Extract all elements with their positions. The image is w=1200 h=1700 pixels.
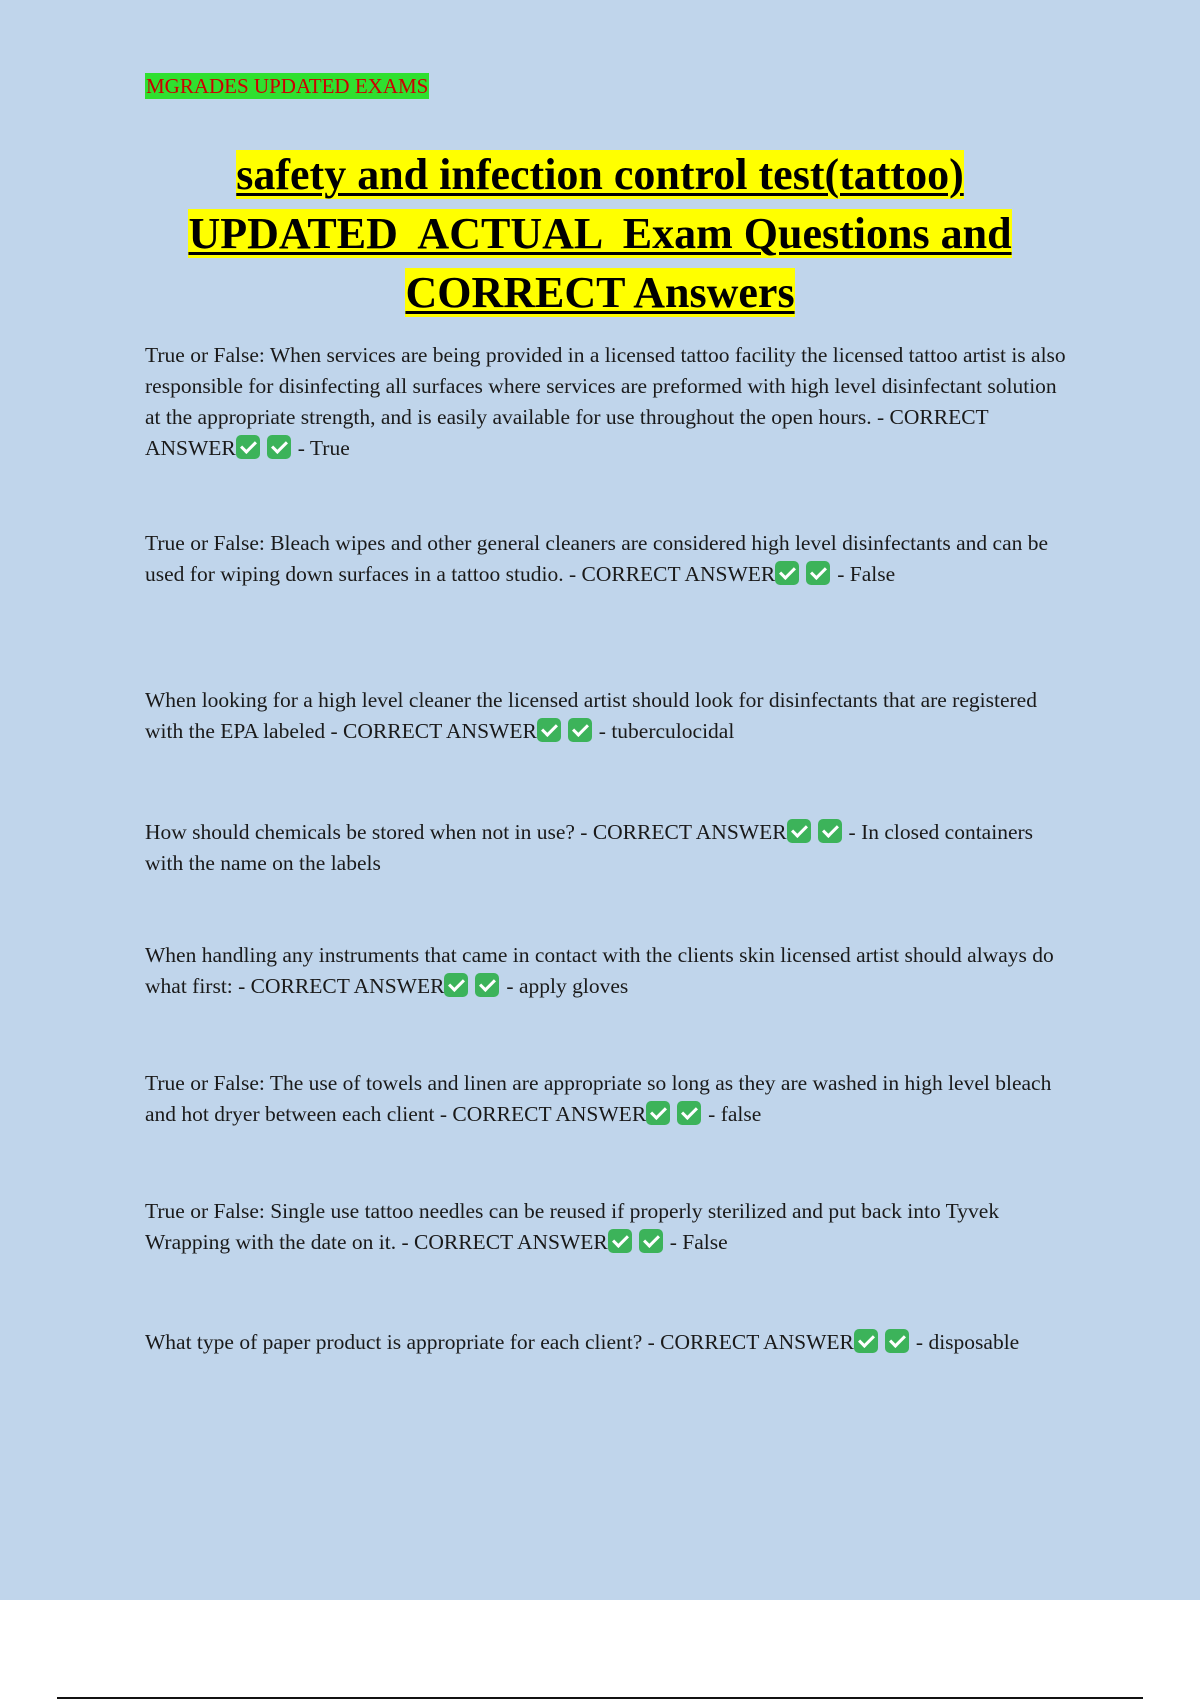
- check-icon: [568, 718, 592, 742]
- header-tag: MGRADES UPDATED EXAMS: [146, 74, 429, 98]
- qa-item: [145, 817, 1070, 879]
- check-icon: [787, 819, 811, 843]
- question-text: When looking for a high level cleaner the licensed artist should look for disinfectants that are registered with the EPA labeled - CORRECT ANSWER: [145, 688, 1037, 743]
- qa-item: [145, 1196, 1070, 1258]
- title-line: UPDATED ACTUAL Exam Questions and: [188, 209, 1012, 258]
- check-icon: [854, 1329, 878, 1353]
- title-line: safety and infection control test(tattoo): [236, 150, 964, 199]
- question-text: What type of paper product is appropriate for each client? - CORRECT ANSWER: [145, 1330, 854, 1354]
- question-text: True or False: When services are being provided in a licensed tattoo facility the licensed tattoo artist is also responsible for disinfecting all surfaces where services are preformed with high level disinfectant solution at the appropriate strength, and is easily available for use throughout the open hours. - CORRECT ANSWER: [145, 343, 1066, 460]
- title-line: CORRECT Answers: [405, 268, 795, 317]
- question-text: True or False: Bleach wipes and other general cleaners are considered high level disinfectants and can be used for wiping down surfaces in a tattoo studio. - CORRECT ANSWER: [145, 531, 1049, 586]
- check-icon: [537, 718, 561, 742]
- check-icon: [646, 1101, 670, 1125]
- check-icon: [677, 1101, 701, 1125]
- check-icon: [267, 435, 291, 459]
- question-text: When handling any instruments that came in contact with the clients skin licensed artist should always do what first: - CORRECT ANSWER: [145, 943, 1054, 998]
- answer-text: - In closed containers with the name on the labels: [145, 820, 1034, 875]
- footer-divider: [57, 1697, 1143, 1699]
- check-icon: [775, 561, 799, 585]
- question-text: True or False: Single use tattoo needles can be reused if properly sterilized and put back into Tyvek Wrapping with the date on it. - CORRECT ANSWER: [145, 1199, 1000, 1254]
- qa-item: [145, 685, 1070, 747]
- answer-text: - disposable: [915, 1330, 1020, 1354]
- answer-text: - apply gloves: [506, 974, 629, 998]
- document-title: [100, 145, 1100, 322]
- question-text: How should chemicals be stored when not in use? - CORRECT ANSWER: [145, 820, 787, 844]
- answer-text: - false: [708, 1102, 762, 1126]
- qa-item: [145, 1068, 1070, 1130]
- answer-text: - tuberculocidal: [598, 719, 735, 743]
- answer-text: - True: [297, 436, 350, 460]
- qa-item: [145, 340, 1070, 464]
- qa-item: [145, 1327, 1070, 1358]
- check-icon: [639, 1229, 663, 1253]
- check-icon: [475, 973, 499, 997]
- check-icon: [806, 561, 830, 585]
- check-icon: [444, 973, 468, 997]
- answer-text: - False: [837, 562, 896, 586]
- qa-item: [145, 940, 1070, 1002]
- question-text: True or False: The use of towels and linen are appropriate so long as they are washed in high level bleach and hot dryer between each client - CORRECT ANSWER: [145, 1071, 1052, 1126]
- check-icon: [236, 435, 260, 459]
- check-icon: [885, 1329, 909, 1353]
- answer-text: - False: [669, 1230, 728, 1254]
- check-icon: [608, 1229, 632, 1253]
- qa-item: [145, 528, 1070, 590]
- check-icon: [818, 819, 842, 843]
